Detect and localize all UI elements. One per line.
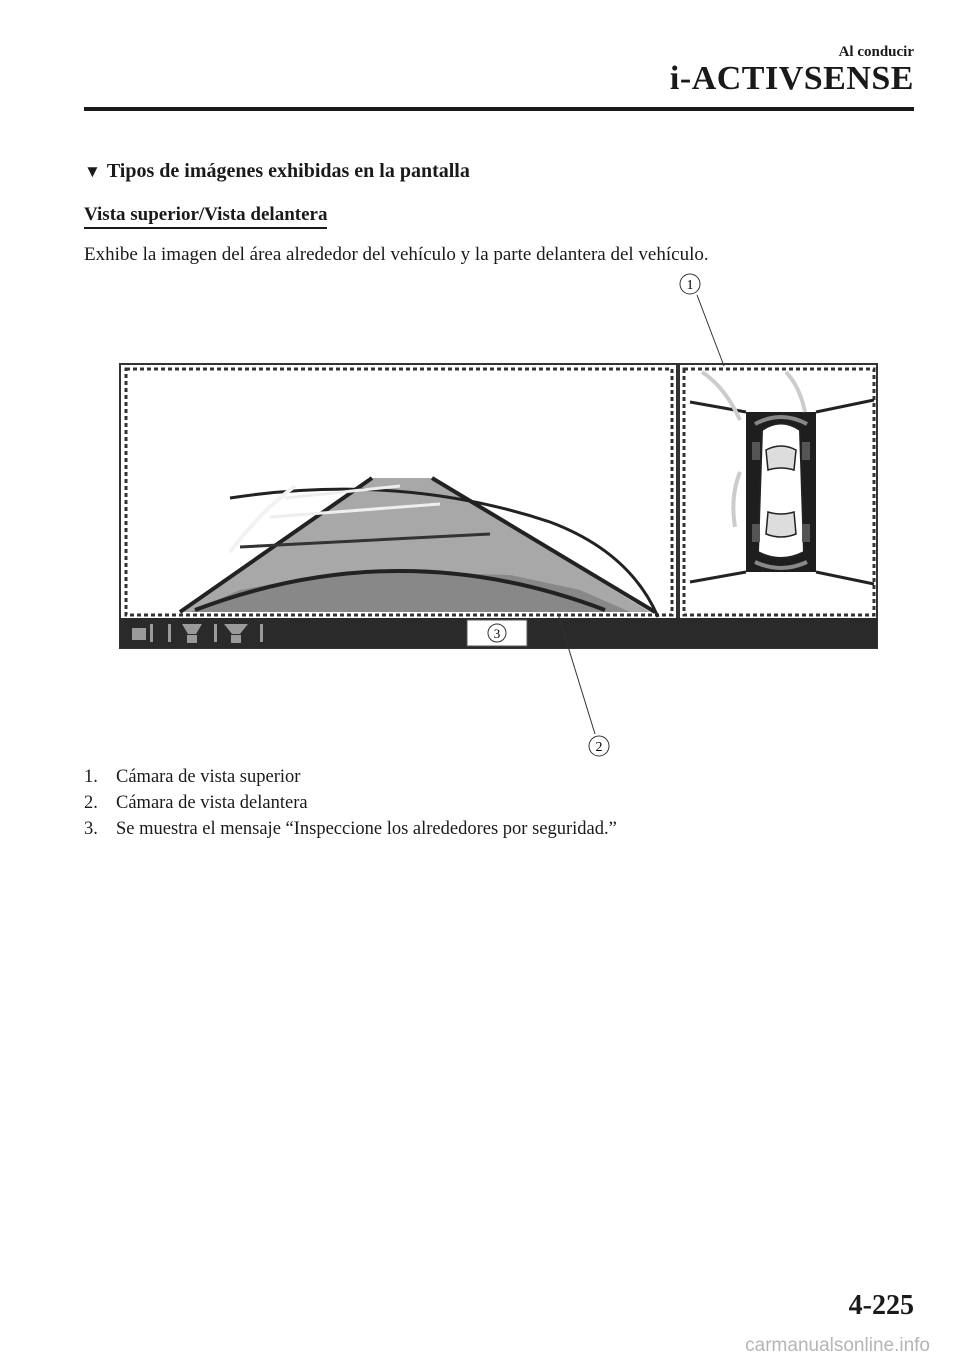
status-bar-divider-3 — [260, 624, 263, 642]
callout-2-label: 2 — [595, 740, 603, 755]
caption-number: 1. — [84, 767, 98, 787]
status-bar-divider-2 — [214, 624, 217, 642]
section-heading — [84, 160, 470, 183]
subheading: Vista superior/Vista delantera — [84, 204, 327, 229]
page-number: 4-225 — [848, 1290, 914, 1321]
figure — [110, 272, 890, 762]
caption-item — [84, 790, 617, 816]
header-rule — [84, 107, 914, 111]
running-header-section: Al conducir — [838, 44, 914, 60]
car-top-view-icon — [752, 424, 810, 559]
watermark-link[interactable]: carmanualsonline.info — [745, 1335, 930, 1356]
caption-number: 2. — [84, 793, 98, 813]
caption-item — [84, 816, 617, 842]
callout-1-label: 1 — [686, 278, 694, 293]
caption-text: Cámara de vista delantera — [116, 793, 308, 813]
camera-display-illustration — [110, 272, 890, 762]
callout-1-leader — [697, 295, 724, 366]
triangle-marker-icon: ▼ — [84, 162, 101, 181]
running-header-chapter: i-ACTIVSENSE — [669, 60, 914, 97]
panel-separator — [676, 364, 680, 648]
caption-text: Se muestra el mensaje “Inspeccione los alrededores por seguridad.” — [116, 819, 617, 839]
caption-number: 3. — [84, 819, 98, 839]
section-heading-text: Tipos de imágenes exhibidas en la pantalla — [106, 160, 470, 182]
callout-3-label: 3 — [493, 626, 501, 641]
caption-item — [84, 764, 617, 790]
caption-list — [84, 764, 617, 842]
caption-text: Cámara de vista superior — [116, 767, 301, 787]
status-bar-divider-1 — [168, 624, 171, 642]
body-paragraph: Exhibe la imagen del área alrededor del vehículo y la parte delantera del vehículo. — [84, 244, 709, 265]
